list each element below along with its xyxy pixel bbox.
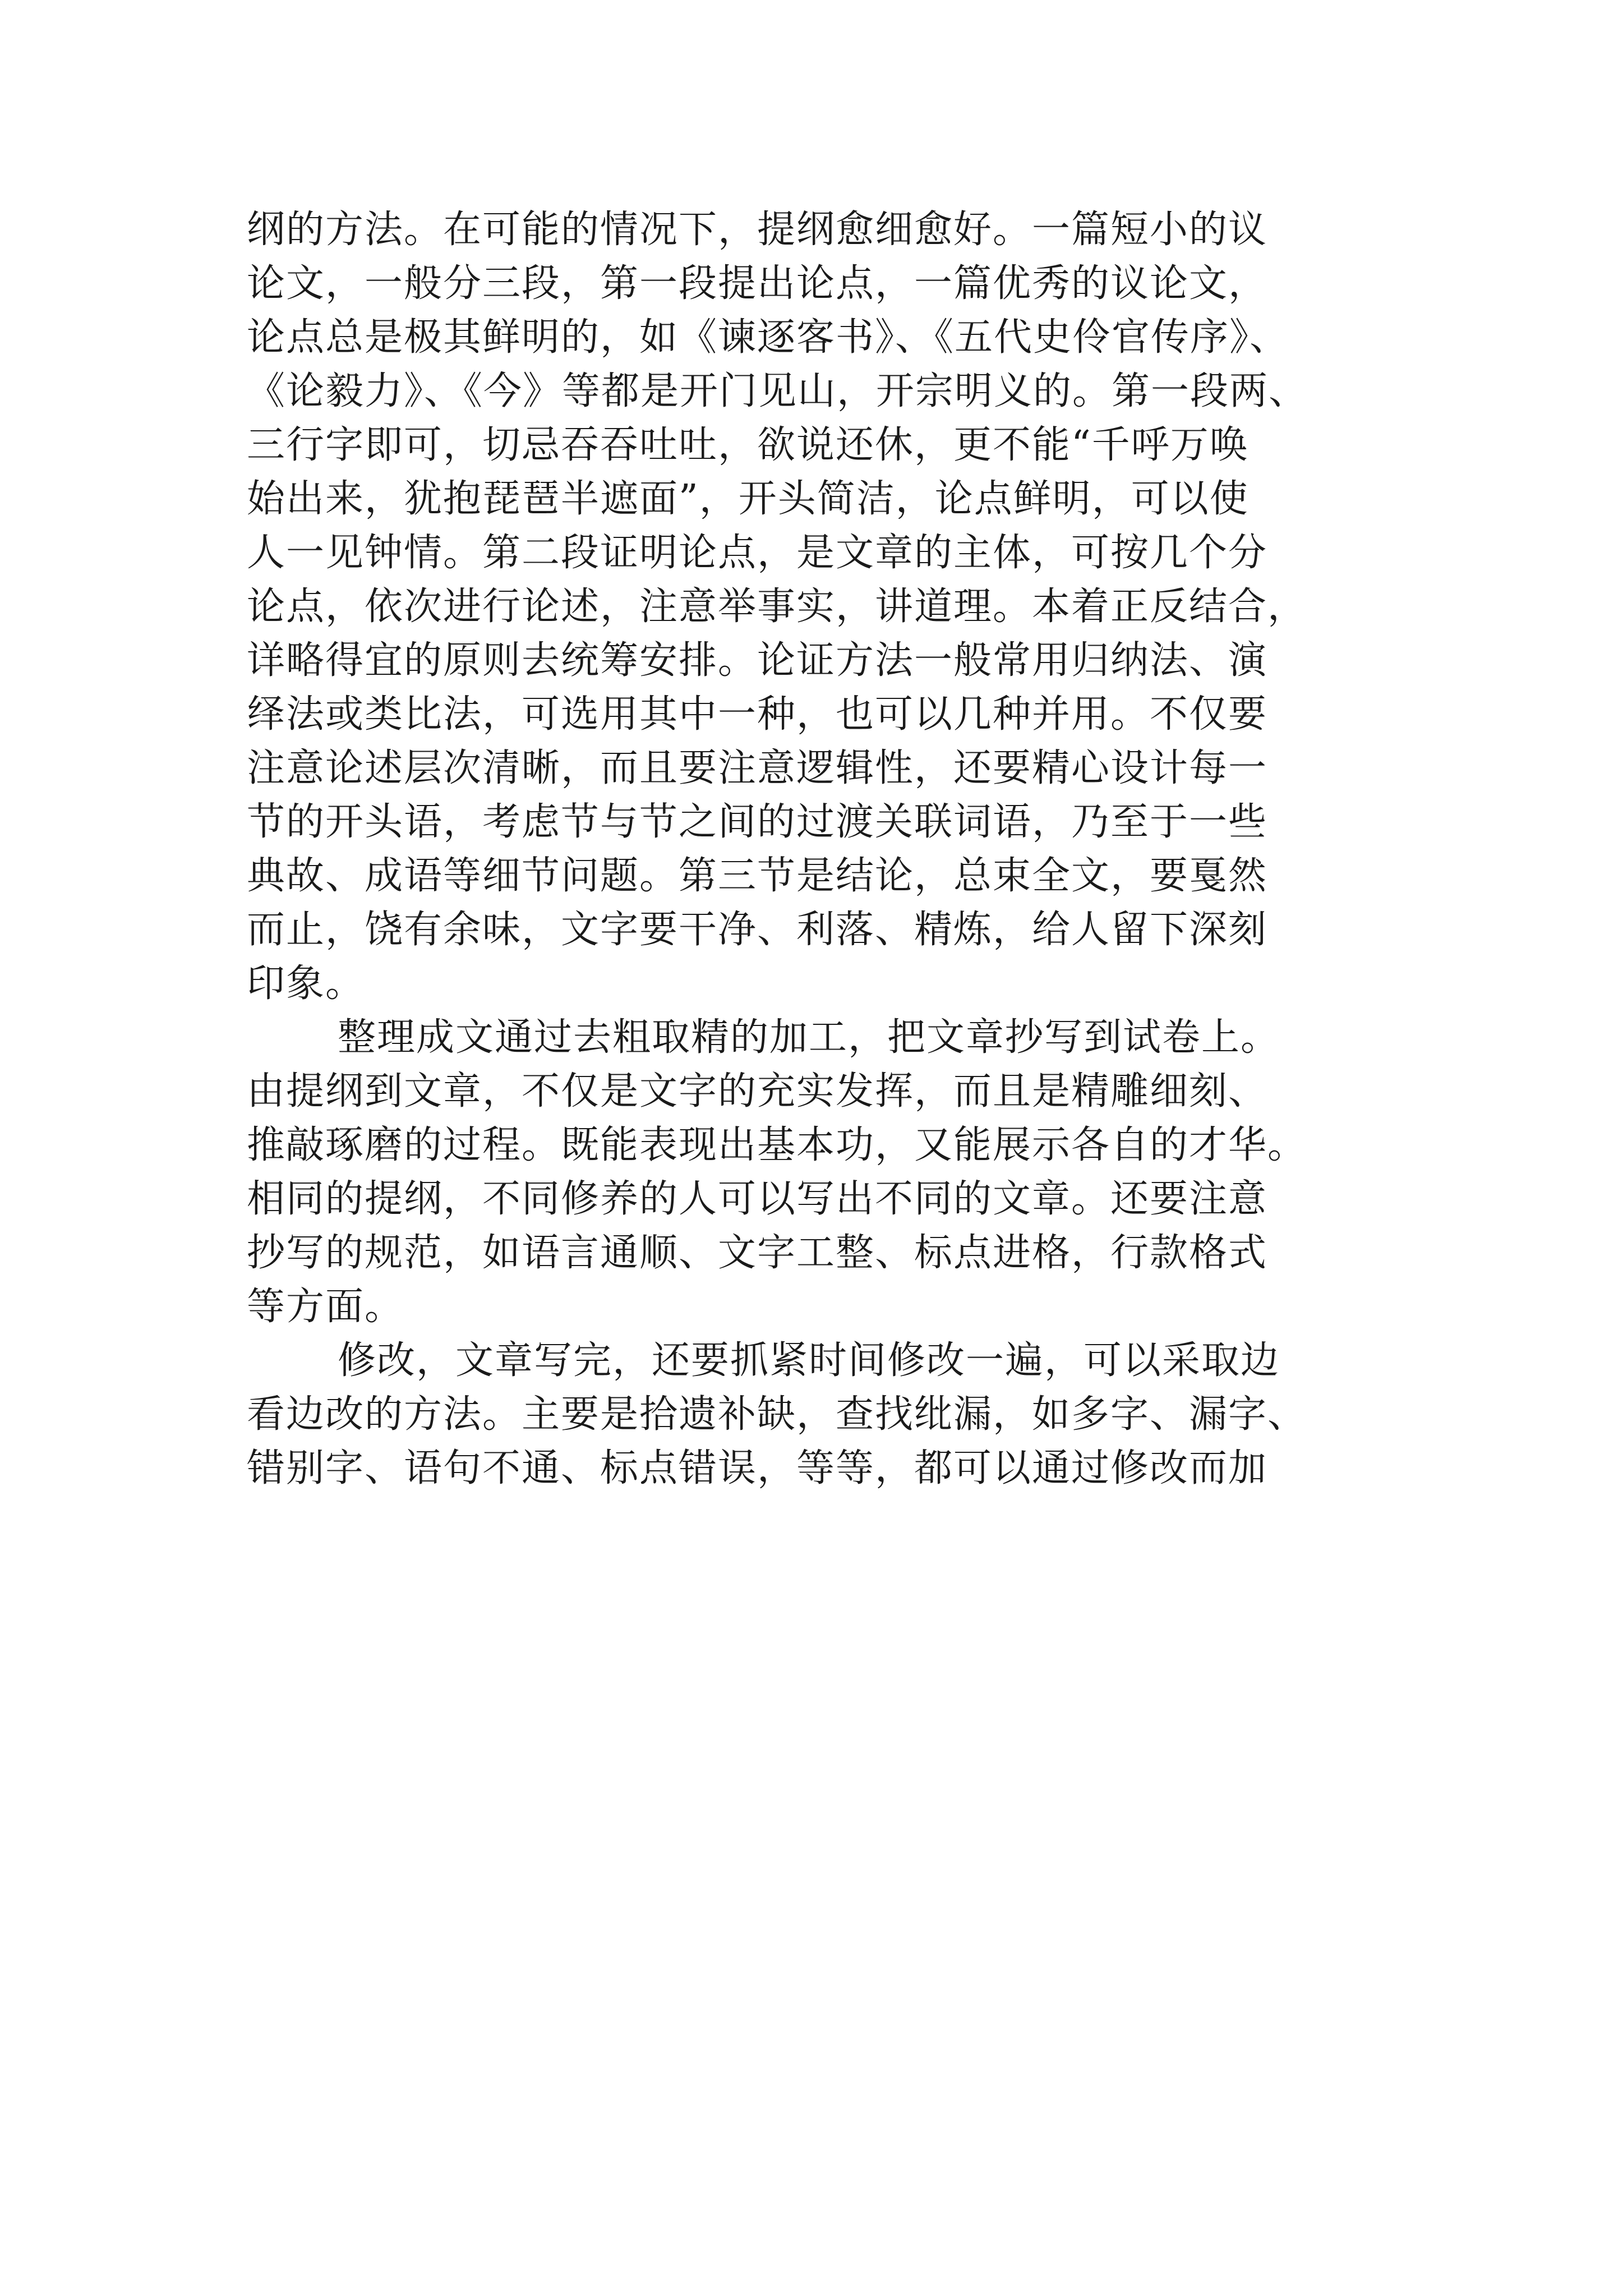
text-line: 整理成文通过去粗取精的加工，把文章抄写到试卷上。	[338, 1015, 1280, 1060]
text-line: 三行字即可，切忌吞吞吐吐，欲说还休，更不能“千呼万唤	[247, 423, 1249, 467]
document-body	[247, 203, 1430, 1496]
paragraph	[247, 203, 1430, 1011]
text-line: 相同的提纲，不同修养的人可以写出不同的文章。还要注意	[247, 1177, 1268, 1221]
text-line: 纲的方法。在可能的情况下，提纲愈细愈好。一篇短小的议	[247, 208, 1268, 252]
paragraph	[247, 1011, 1430, 1334]
paragraph	[247, 1334, 1430, 1496]
text-line: 等方面。	[247, 1285, 404, 1329]
text-line: 注意论述层次清晰，而且要注意逻辑性，还要精心设计每一	[247, 746, 1268, 790]
text-line: 详略得宜的原则去统筹安排。论证方法一般常用归纳法、演	[247, 638, 1268, 683]
text-line: 印象。	[247, 961, 365, 1006]
text-line: 论点，依次进行论述，注意举事实，讲道理。本着正反结合，	[247, 585, 1307, 629]
text-line: 始出来，犹抱琵琶半遮面”，开头简洁，论点鲜明，可以使	[247, 477, 1249, 521]
text-line: 论文，一般分三段，第一段提出论点，一篇优秀的议论文，	[247, 261, 1268, 306]
text-line: 抄写的规范，如语言通顺、文字工整、标点进格，行款格式	[247, 1231, 1268, 1275]
text-line: 人一见钟情。第二段证明论点，是文章的主体，可按几个分	[247, 531, 1268, 575]
text-line: 错别字、语句不通、标点错误，等等，都可以通过修改而加	[247, 1446, 1268, 1490]
text-line: 而止，饶有余味，文字要干净、利落、精炼，给人留下深刻	[247, 908, 1268, 952]
text-line: 绎法或类比法，可选用其中一种，也可以几种并用。不仅要	[247, 692, 1268, 737]
text-line: 《论毅力》、《今》等都是开门见山，开宗明义的。第一段两、	[247, 369, 1308, 413]
text-line: 由提纲到文章，不仅是文字的充实发挥，而且是精雕细刻、	[247, 1069, 1268, 1114]
text-line: 节的开头语，考虑节与节之间的过渡关联词语，乃至于一些	[247, 800, 1268, 844]
text-line: 修改，文章写完，还要抓紧时间修改一遍，可以采取边	[338, 1338, 1280, 1383]
text-line: 论点总是极其鲜明的，如《谏逐客书》、《五代史伶官传序》、	[247, 315, 1289, 360]
text-line: 典故、成语等细节问题。第三节是结论，总束全文，要戛然	[247, 854, 1268, 898]
text-line: 推敲琢磨的过程。既能表现出基本功，又能展示各自的才华。	[247, 1123, 1307, 1167]
text-line: 看边改的方法。主要是拾遗补缺，查找纰漏，如多字、漏字、	[247, 1392, 1307, 1437]
